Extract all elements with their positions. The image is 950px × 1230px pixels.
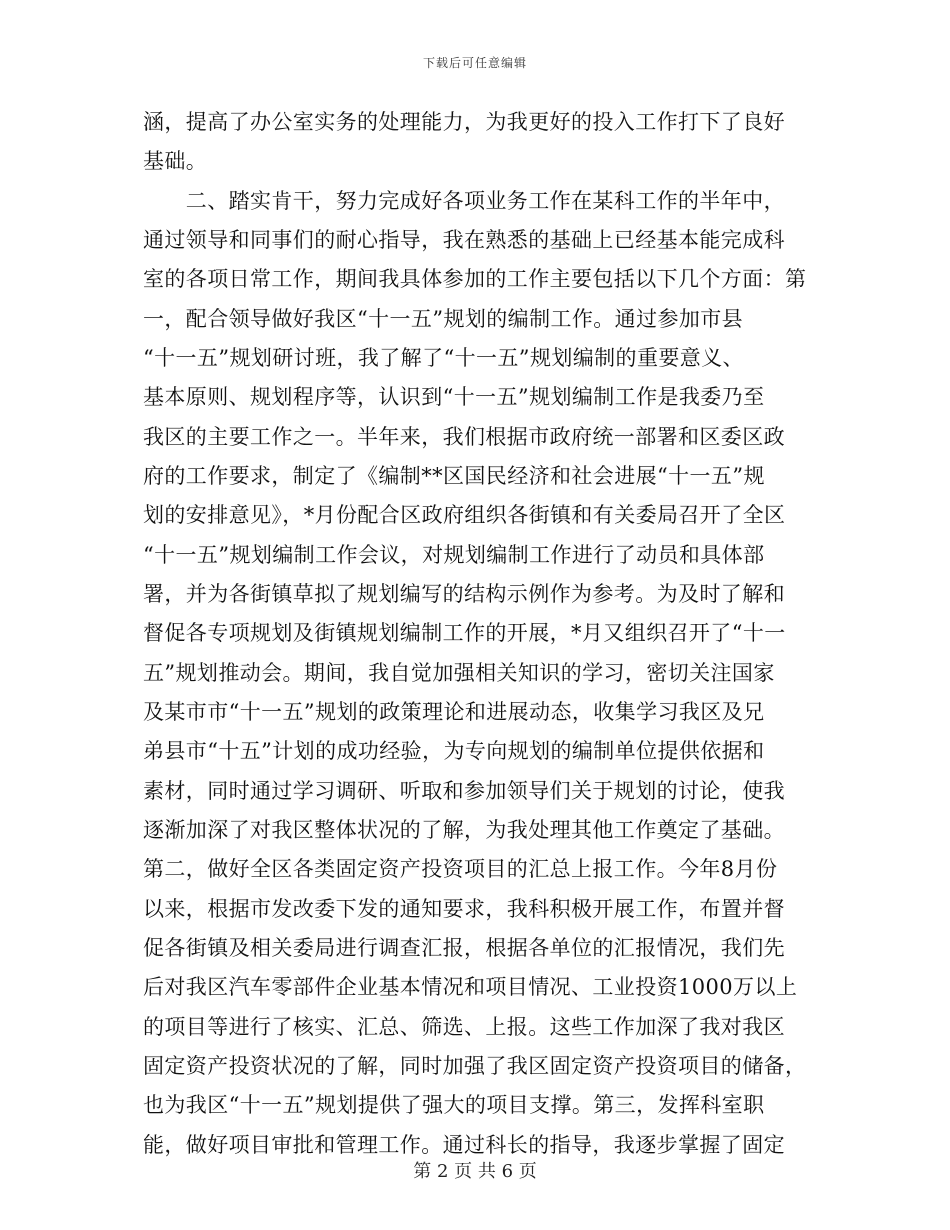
body-line: 弟县市“十五”计划的成功经验，为专向规划的编制单位提供依据和 [143,739,765,763]
page-footer: 第 2 页 共 6 页 [413,1161,537,1182]
body-line: 第二，做好全区各类固定资产投资项目的汇总上报工作。今年8月份 [143,857,778,881]
body-line: 府的工作要求，制定了《编制**区国民经济和社会进展“十一五”规 [143,464,765,488]
body-line: “十一五”规划研讨班，我了解了“十一五”规划编制的重要意义、 [143,346,744,370]
body-line: 通过领导和同事们的耐心指导，我在熟悉的基础上已经基本能完成科 [143,228,785,252]
body-line: 促各街镇及相关委局进行调查汇报，根据各单位的汇报情况，我们先 [143,936,785,960]
body-line: 二、踏实肯干，努力完成好各项业务工作在某科工作的半年中， [143,189,785,213]
body-line: “十一五”规划编制工作会议，对规划编制工作进行了动员和具体部 [143,543,765,567]
body-line: 素材，同时通过学习调研、听取和参加领导们关于规划的讨论，使我 [143,779,785,803]
body-line: 也为我区“十一五”规划提供了强大的项目支撑。第三，发挥科室职 [143,1093,765,1117]
body-line: 的项目等进行了核实、汇总、筛选、上报。这些工作加深了我对我区 [143,1015,785,1039]
body-line: 逐渐加深了对我区整体状况的了解，为我处理其他工作奠定了基础。 [143,818,785,842]
body-line: 涵，提高了办公室实务的处理能力，为我更好的投入工作打下了良好 [143,110,785,134]
page-header: 下载后可任意编辑 [422,56,527,70]
body-line: 署，并为各街镇草拟了规划编写的结构示例作为参考。为及时了解和 [143,582,785,606]
body-line: 以来，根据市发改委下发的通知要求，我科积极开展工作，布置并督 [143,897,785,921]
body-line: 一，配合领导做好我区“十一五”规划的编制工作。通过参加市县 [143,307,744,331]
body-line: 基础。 [143,149,208,173]
body-line: 基本原则、规划程序等，认识到“十一五”规划编制工作是我委乃至 [143,385,765,409]
body-line: 后对我区汽车零部件企业基本情况和项目情况、工业投资1000万以上 [143,975,798,999]
body-line: 固定资产投资状况的了解，同时加强了我区固定资产投资项目的储备， [143,1054,807,1078]
body-line: 划的安排意见》，*月份配合区政府组织各街镇和有关委局召开了全区 [143,503,786,527]
body-line: 室的各项日常工作，期间我具体参加的工作主要包括以下几个方面：第 [143,267,807,291]
body-line: 及某市市“十一五”规划的政策理论和进展动态，收集学习我区及兄 [143,700,765,724]
body-line: 我区的主要工作之一。半年来，我们根据市政府统一部署和区委区政 [143,425,785,449]
body-line: 五”规划推动会。期间，我自觉加强相关知识的学习，密切关注国家 [143,661,775,685]
body-line: 能，做好项目审批和管理工作。通过科长的指导，我逐步掌握了固定 [143,1133,785,1157]
body-line: 督促各专项规划及街镇规划编制工作的开展，*月又组织召开了“十一 [143,621,786,645]
